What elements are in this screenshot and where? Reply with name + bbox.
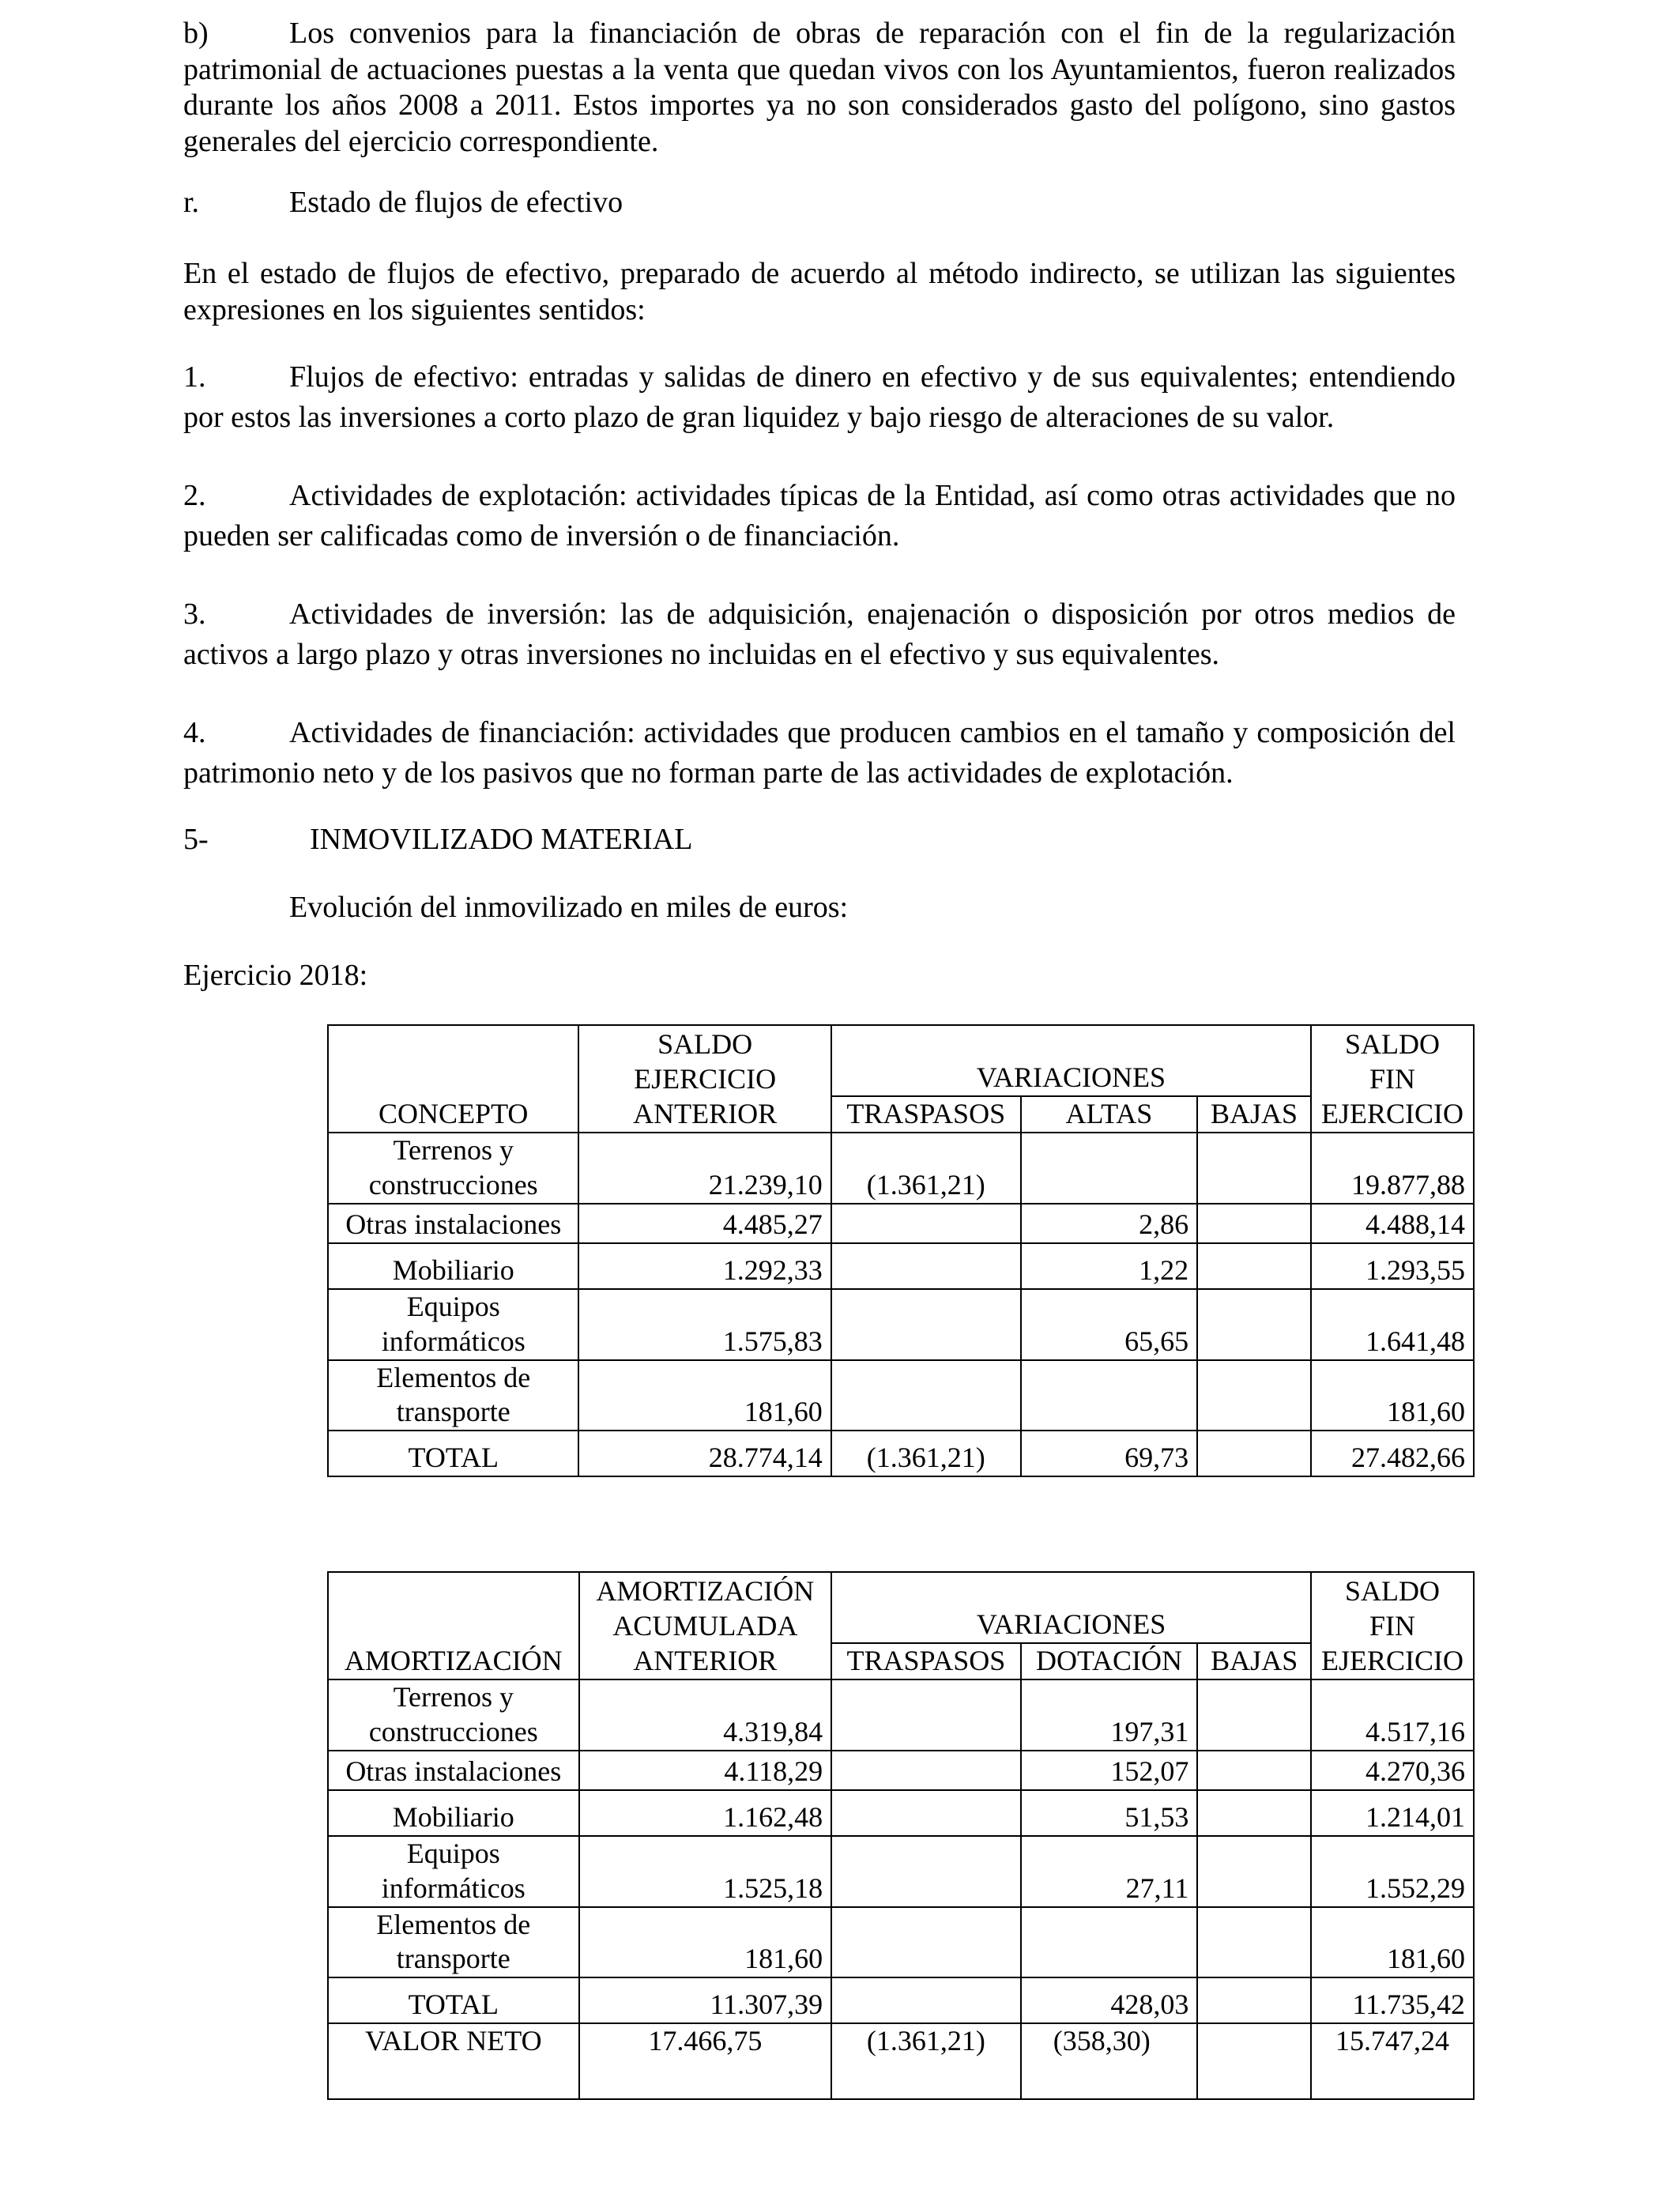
list-item-1 xyxy=(183,357,1456,439)
header-amortizacion: AMORTIZACIÓN xyxy=(328,1572,579,1679)
table-row: Equipos informáticos 1.525,18 27,11 1.552,29 xyxy=(328,1836,1474,1907)
table-row: Terrenos y construcciones 21.239,10 (1.361,21) 19.877,88 xyxy=(328,1133,1474,1204)
section-heading xyxy=(183,822,1456,858)
section-number: 5- xyxy=(183,823,209,856)
header-bajas: BAJAS xyxy=(1197,1643,1311,1679)
list-item-text: Actividades de inversión: las de adquisición, enajenación o disposición por otros medios de activos a largo plazo y otras inversiones no incluidas en el efectivo y sus equivalentes. xyxy=(183,598,1456,672)
header-dotacion: DOTACIÓN xyxy=(1021,1643,1198,1679)
list-item-text: Actividades de financiación: actividades que producen cambios en el tamaño y composición del patrimonio neto y de los pasivos que no forman parte de las actividades de explotación. xyxy=(183,716,1456,790)
table-valor-neto-row: VALOR NETO 17.466,75 (1.361,21) (358,30) 15.747,24 xyxy=(328,2023,1474,2099)
heading-r-label: r. xyxy=(183,186,200,219)
header-concepto: CONCEPTO xyxy=(328,1025,578,1133)
paragraph-b-label: b) xyxy=(183,17,209,50)
header-saldo-anterior: SALDO EJERCICIO ANTERIOR xyxy=(578,1025,831,1133)
inmovilizado-table xyxy=(327,1024,1475,1477)
list-item-2 xyxy=(183,476,1456,557)
table-total-row: TOTAL 11.307,39 428,03 11.735,42 xyxy=(328,1977,1474,2023)
list-item-text: Flujos de efectivo: entradas y salidas de dinero en efectivo y de sus equivalentes; entendiendo por estos las inversiones a corto plazo de gran liquidez y bajo riesgo de alteraciones de su valor. xyxy=(183,360,1456,435)
header-saldo-fin: SALDO FIN EJERCICIO xyxy=(1311,1572,1474,1679)
header-saldo-fin: SALDO FIN EJERCICIO xyxy=(1311,1025,1474,1133)
table-row: Mobiliario 1.162,48 51,53 1.214,01 xyxy=(328,1790,1474,1836)
list-item-number: 2. xyxy=(183,479,206,512)
table-row: Otras instalaciones 4.485,27 2,86 4.488,14 xyxy=(328,1204,1474,1243)
list-item-4 xyxy=(183,713,1456,794)
evolucion-text: Evolución del inmovilizado en miles de euros: xyxy=(289,891,849,924)
table-row: Elementos de transporte 181,60 181,60 xyxy=(328,1360,1474,1431)
paragraph-b-text: Los convenios para la financiación de obras de reparación con el fin de la regularización patrimonial de actuaciones puestas a la venta que quedan vivos con los Ayuntamientos, fueron realizados durante los años 2008 a 2011. Estos importes ya no son considerados gasto del polígono, sino gastos generales del ejercicio correspondiente. xyxy=(183,17,1456,158)
header-altas: ALTAS xyxy=(1021,1096,1197,1133)
header-variaciones: VARIACIONES xyxy=(831,1025,1311,1096)
ejercicio-label: Ejercicio 2018: xyxy=(183,959,368,992)
table-row: Elementos de transporte 181,60 181,60 xyxy=(328,1907,1474,1978)
section-title: INMOVILIZADO MATERIAL xyxy=(310,823,693,856)
list-item-number: 1. xyxy=(183,360,206,394)
header-traspasos: TRASPASOS xyxy=(831,1096,1021,1133)
paragraph-b xyxy=(183,16,1456,160)
table-row: Mobiliario 1.292,33 1,22 1.293,55 xyxy=(328,1243,1474,1289)
heading-r-text: Estado de flujos de efectivo xyxy=(289,186,623,219)
list-item-number: 3. xyxy=(183,598,206,631)
table-header-row xyxy=(328,1572,1474,1643)
amortizacion-table xyxy=(327,1571,1475,2100)
table-row: Equipos informáticos 1.575,83 65,65 1.641,48 xyxy=(328,1289,1474,1360)
header-bajas: BAJAS xyxy=(1197,1096,1311,1133)
table-total-row: TOTAL 28.774,14 (1.361,21) 69,73 27.482,66 xyxy=(328,1431,1474,1476)
table-header-row xyxy=(328,1025,1474,1096)
list-item-3 xyxy=(183,594,1456,676)
list-item-text: Actividades de explotación: actividades típicas de la Entidad, así como otras actividades que no pueden ser calificadas como de inversión o de financiación. xyxy=(183,479,1456,553)
header-traspasos: TRASPASOS xyxy=(831,1643,1021,1679)
header-acumulada-anterior: AMORTIZACIÓN ACUMULADA ANTERIOR xyxy=(579,1572,832,1679)
heading-r xyxy=(183,185,1456,221)
list-item-number: 4. xyxy=(183,716,206,749)
intro-paragraph: En el estado de flujos de efectivo, preparado de acuerdo al método indirecto, se utilizan las siguientes expresiones en los siguientes sentidos: xyxy=(183,257,1456,326)
table-row: Otras instalaciones 4.118,29 152,07 4.270,36 xyxy=(328,1751,1474,1790)
table-row: Terrenos y construcciones 4.319,84 197,31 4.517,16 xyxy=(328,1679,1474,1751)
header-variaciones: VARIACIONES xyxy=(831,1572,1311,1643)
